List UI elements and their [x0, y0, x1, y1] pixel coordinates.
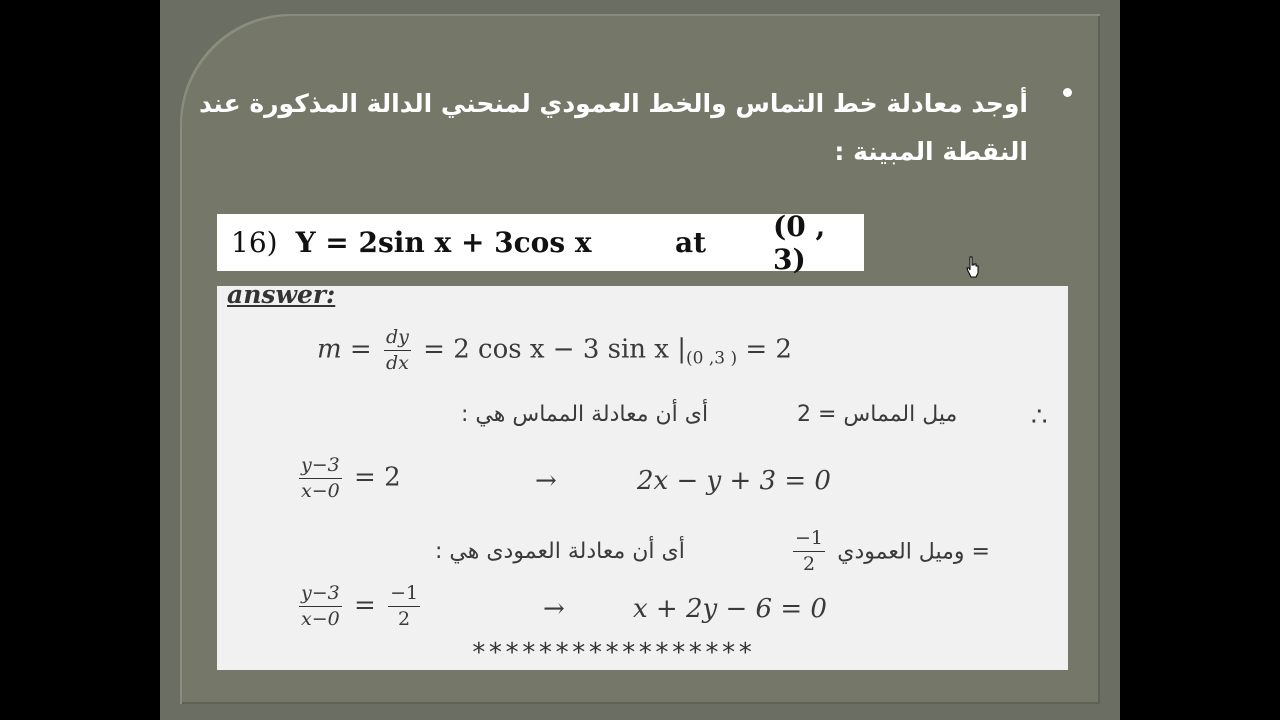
tangent-arrow: →	[535, 466, 557, 496]
point-label: (0 , 3)	[773, 209, 826, 276]
tangent-fraction	[299, 456, 342, 501]
star-divider: *****************	[471, 638, 755, 668]
slope-result: = 2	[745, 334, 792, 365]
tangent-slope-text: ميل المماس = 2	[797, 402, 958, 427]
normal-rhs-denominator: 2	[398, 608, 411, 630]
normal-equation-line	[295, 584, 424, 629]
answer-image	[217, 280, 1068, 670]
answer-label: answer:	[227, 280, 336, 309]
normal-rhs-fraction	[388, 584, 420, 629]
tangent-then-text: أى أن معادلة المماس هي :	[461, 402, 709, 427]
normal-slope-numerator: −1	[793, 529, 825, 552]
slide	[160, 0, 1120, 720]
question-text: أوجد معادلة خط التماس والخط العمودي لمنحني الدالة المذكورة عند النقطة المبينة :	[198, 89, 1028, 166]
problem-number: 16)	[231, 226, 278, 259]
normal-numerator: y−3	[299, 584, 342, 607]
normal-denominator: x−0	[301, 608, 340, 630]
hand-cursor-icon	[966, 256, 980, 278]
derivative-fraction	[384, 328, 411, 373]
normal-arrow: →	[543, 594, 565, 624]
function-equation: Y = 2sin x + 3cos x	[295, 226, 592, 259]
normal-result: x + 2y − 6 = 0	[633, 594, 827, 624]
tangent-equation-line	[295, 456, 401, 501]
normal-slope-fraction	[793, 529, 825, 574]
problem-statement	[217, 209, 864, 276]
slope-lhs: m =	[317, 334, 372, 365]
normal-slope-denominator: 2	[802, 553, 816, 575]
normal-rhs-numerator: −1	[388, 584, 420, 607]
bullet-point-icon	[1063, 88, 1072, 97]
normal-fraction	[299, 584, 342, 629]
tangent-denominator: x−0	[301, 480, 340, 502]
normal-slope-text: وميل العمودي =	[837, 539, 990, 565]
at-label: at	[675, 226, 707, 259]
derivative-denominator: dx	[385, 352, 409, 374]
derivative-numerator: dy	[384, 328, 411, 351]
therefore-symbol: ∴	[1031, 402, 1048, 432]
content-panel	[180, 14, 1100, 704]
derivative-expression: = 2 cos x − 3 sin x |	[423, 334, 686, 365]
tangent-numerator: y−3	[299, 456, 342, 479]
normal-then-text: أى أن معادلة العمودى هي :	[435, 539, 685, 564]
normal-equals: =	[354, 590, 376, 621]
tangent-result: 2x − y + 3 = 0	[637, 466, 831, 496]
tangent-rhs: = 2	[354, 462, 401, 493]
normal-slope-line	[789, 529, 990, 574]
slope-line	[317, 328, 792, 373]
evaluation-point: (0 ,3 )	[685, 348, 738, 369]
